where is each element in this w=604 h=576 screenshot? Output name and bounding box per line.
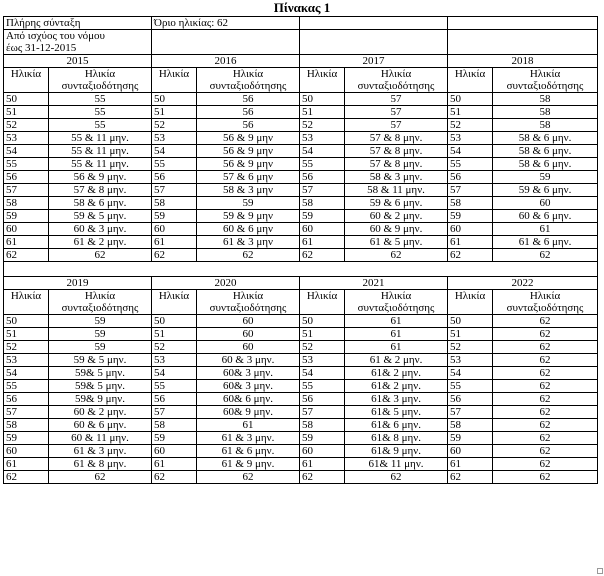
full-service-cell: Πλήρης σύνταξη — [4, 17, 152, 30]
age-cell: 51 — [152, 106, 197, 119]
pension-age-cell: 60 — [197, 341, 300, 354]
age-cell: 61 — [152, 458, 197, 471]
pension-age-cell: 57 & 8 μην. — [345, 158, 448, 171]
age-cell: 53 — [448, 354, 493, 367]
pension-age-cell: 57 — [345, 106, 448, 119]
header-row-1 — [4, 17, 598, 30]
pension-age-column-header — [345, 290, 448, 315]
age-column-header: Ηλικία — [4, 290, 49, 315]
age-cell: 54 — [152, 367, 197, 380]
age-column-header: Ηλικία — [152, 290, 197, 315]
age-cell: 53 — [4, 354, 49, 367]
table-row — [4, 197, 598, 210]
in-force-cell — [4, 30, 152, 55]
pension-age-cell: 60 & 3 μην. — [49, 223, 152, 236]
age-cell: 54 — [448, 145, 493, 158]
pension-age-cell: 62 — [493, 393, 598, 406]
age-cell: 52 — [448, 119, 493, 132]
age-cell: 62 — [300, 471, 345, 484]
table-row — [4, 132, 598, 145]
age-column-header: Ηλικία — [300, 290, 345, 315]
age-cell: 60 — [4, 223, 49, 236]
pension-age-cell: 61& 3 μην. — [345, 393, 448, 406]
resize-handle[interactable] — [597, 568, 603, 574]
pension-age-cell: 59 & 6 μην. — [345, 197, 448, 210]
age-cell: 58 — [448, 419, 493, 432]
pension-age-cell: 57 — [345, 93, 448, 106]
age-cell: 50 — [448, 93, 493, 106]
age-cell: 57 — [300, 406, 345, 419]
age-cell: 57 — [448, 184, 493, 197]
age-cell: 51 — [300, 328, 345, 341]
pension-age-column-header — [493, 290, 598, 315]
pension-age-cell: 60& 3 μην. — [197, 380, 300, 393]
pension-age-header-line-2: συνταξιοδότησης — [357, 302, 435, 314]
pension-age-cell: 62 — [493, 367, 598, 380]
pension-age-cell: 59 — [493, 171, 598, 184]
pension-age-cell: 56 — [197, 106, 300, 119]
pension-age-cell: 60 & 2 μην. — [49, 406, 152, 419]
pension-age-cell: 62 — [345, 249, 448, 262]
table-row — [4, 119, 598, 132]
pension-age-cell: 61& 5 μην. — [345, 406, 448, 419]
pension-age-cell: 59& 5 μην. — [49, 380, 152, 393]
pension-age-cell: 61 & 9 μην. — [197, 458, 300, 471]
age-cell: 60 — [4, 445, 49, 458]
age-cell: 62 — [4, 471, 49, 484]
table-row — [4, 171, 598, 184]
table-row — [4, 354, 598, 367]
pension-age-cell: 57 & 8 μην. — [345, 145, 448, 158]
pension-age-cell: 61 & 2 μην. — [345, 354, 448, 367]
age-cell: 50 — [300, 93, 345, 106]
age-cell: 59 — [448, 432, 493, 445]
pension-age-cell: 56 & 9 μην — [197, 145, 300, 158]
pension-age-cell: 59 & 6 μην. — [493, 184, 598, 197]
age-cell: 56 — [448, 171, 493, 184]
pension-age-cell: 58 — [493, 106, 598, 119]
pension-age-cell: 62 — [493, 419, 598, 432]
table-row — [4, 210, 598, 223]
pension-age-cell: 58 — [493, 119, 598, 132]
pension-age-cell: 58 & 6 μην. — [49, 197, 152, 210]
age-cell: 52 — [300, 119, 345, 132]
pension-age-cell: 61 & 2 μην. — [49, 236, 152, 249]
age-cell: 62 — [448, 249, 493, 262]
pension-age-cell: 62 — [197, 249, 300, 262]
pension-age-cell: 62 — [345, 471, 448, 484]
age-cell: 51 — [448, 328, 493, 341]
pension-age-header-line-1: Ηλικία — [232, 68, 264, 80]
pension-age-cell: 62 — [493, 406, 598, 419]
pension-age-header-line-2: συνταξιοδότησης — [61, 302, 139, 314]
year-header: 2022 — [448, 277, 598, 290]
age-cell: 50 — [152, 93, 197, 106]
age-cell: 58 — [300, 197, 345, 210]
pension-age-header-line-1: Ηλικία — [232, 290, 264, 302]
pension-age-cell: 55 & 11 μην. — [49, 158, 152, 171]
age-cell: 58 — [152, 197, 197, 210]
age-cell: 61 — [300, 236, 345, 249]
column-header-row — [4, 68, 598, 93]
age-cell: 59 — [448, 210, 493, 223]
age-cell: 52 — [4, 119, 49, 132]
pension-age-cell: 60 & 6 μην. — [49, 419, 152, 432]
age-cell: 55 — [152, 380, 197, 393]
age-cell: 62 — [448, 471, 493, 484]
pension-age-cell: 62 — [493, 354, 598, 367]
pension-age-header-line-1: Ηλικία — [84, 290, 116, 302]
pension-age-cell: 61 — [345, 328, 448, 341]
pension-age-cell: 59 — [49, 341, 152, 354]
pension-age-cell: 57 — [345, 119, 448, 132]
table-row — [4, 341, 598, 354]
pension-age-cell: 60& 9 μην. — [197, 406, 300, 419]
pension-age-header-line-2: συνταξιοδότησης — [61, 80, 139, 92]
age-column-header: Ηλικία — [448, 290, 493, 315]
pension-age-header-line-2: συνταξιοδότησης — [506, 80, 584, 92]
age-cell: 60 — [448, 445, 493, 458]
age-cell: 55 — [448, 158, 493, 171]
age-cell: 53 — [448, 132, 493, 145]
empty-cell — [300, 30, 448, 55]
age-cell: 57 — [152, 406, 197, 419]
table-row — [4, 393, 598, 406]
table-row — [4, 471, 598, 484]
age-cell: 55 — [4, 158, 49, 171]
pension-age-cell: 61 — [197, 419, 300, 432]
age-cell: 52 — [152, 119, 197, 132]
age-cell: 62 — [152, 471, 197, 484]
age-cell: 57 — [4, 184, 49, 197]
header-row-2 — [4, 30, 598, 55]
age-cell: 51 — [448, 106, 493, 119]
age-column-header: Ηλικία — [152, 68, 197, 93]
pension-age-cell: 55 — [49, 119, 152, 132]
age-cell: 62 — [300, 249, 345, 262]
pension-age-cell: 62 — [493, 328, 598, 341]
age-cell: 61 — [4, 458, 49, 471]
age-column-header: Ηλικία — [4, 68, 49, 93]
age-cell: 56 — [448, 393, 493, 406]
pension-age-cell: 60 & 6 μην. — [493, 210, 598, 223]
pension-age-header-line-1: Ηλικία — [84, 68, 116, 80]
age-cell: 59 — [152, 432, 197, 445]
pension-age-cell: 61& 6 μην. — [345, 419, 448, 432]
pension-age-cell: 56 — [197, 93, 300, 106]
pension-age-column-header — [197, 68, 300, 93]
pension-age-cell: 61 & 8 μην. — [49, 458, 152, 471]
table-row — [4, 458, 598, 471]
age-cell: 50 — [4, 315, 49, 328]
empty-cell — [448, 17, 598, 30]
pension-age-cell: 55 — [49, 106, 152, 119]
age-cell: 56 — [300, 171, 345, 184]
pension-age-cell: 62 — [493, 471, 598, 484]
pension-age-header-line-1: Ηλικία — [529, 68, 561, 80]
in-force-line-1: Από ισχύος του νόμου — [6, 30, 106, 42]
pension-age-cell: 56 — [197, 119, 300, 132]
table-row — [4, 158, 598, 171]
pension-age-header-line-2: συνταξιοδότησης — [209, 302, 287, 314]
age-cell: 51 — [152, 328, 197, 341]
age-cell: 56 — [152, 393, 197, 406]
pension-age-cell: 58 & 3 μην — [197, 184, 300, 197]
age-cell: 54 — [152, 145, 197, 158]
pension-age-cell: 61 & 3 μην — [197, 236, 300, 249]
block-separator-row — [4, 262, 598, 277]
pension-age-cell: 59 & 9 μην — [197, 210, 300, 223]
table-row — [4, 315, 598, 328]
pension-age-column-header — [197, 290, 300, 315]
pension-age-cell: 61& 9 μην. — [345, 445, 448, 458]
age-cell: 53 — [152, 354, 197, 367]
table-row — [4, 328, 598, 341]
table-row — [4, 184, 598, 197]
age-cell: 50 — [152, 315, 197, 328]
age-cell: 51 — [300, 106, 345, 119]
pension-age-cell: 62 — [493, 380, 598, 393]
year-header: 2016 — [152, 55, 300, 68]
pension-age-cell: 59& 9 μην. — [49, 393, 152, 406]
table-title: Πίνακας 1 — [273, 0, 331, 15]
age-cell: 50 — [300, 315, 345, 328]
age-cell: 59 — [300, 432, 345, 445]
age-cell: 61 — [4, 236, 49, 249]
table-row — [4, 106, 598, 119]
pension-age-cell: 62 — [49, 471, 152, 484]
pension-age-cell: 62 — [493, 432, 598, 445]
year-row — [4, 55, 598, 68]
pension-age-cell: 62 — [493, 445, 598, 458]
separator-cell — [4, 262, 598, 277]
age-cell: 60 — [300, 223, 345, 236]
age-cell: 60 — [300, 445, 345, 458]
pension-age-cell: 60 & 2 μην. — [345, 210, 448, 223]
table-row — [4, 432, 598, 445]
age-cell: 54 — [448, 367, 493, 380]
age-cell: 53 — [300, 132, 345, 145]
age-cell: 62 — [152, 249, 197, 262]
age-cell: 57 — [4, 406, 49, 419]
year-row — [4, 277, 598, 290]
age-cell: 59 — [4, 432, 49, 445]
pension-age-cell: 60 & 6 μην — [197, 223, 300, 236]
pension-age-cell: 60 — [493, 197, 598, 210]
age-limit-cell: Όριο ηλικίας: 62 — [152, 17, 300, 30]
age-cell: 59 — [300, 210, 345, 223]
age-cell: 61 — [300, 458, 345, 471]
pension-age-cell: 61 — [345, 341, 448, 354]
pension-age-cell: 60& 6 μην. — [197, 393, 300, 406]
pension-age-cell: 58 & 3 μην. — [345, 171, 448, 184]
age-cell: 55 — [300, 158, 345, 171]
age-cell: 56 — [4, 393, 49, 406]
pension-age-table — [3, 16, 598, 484]
table-row — [4, 445, 598, 458]
age-cell: 52 — [152, 341, 197, 354]
column-header-row — [4, 290, 598, 315]
age-cell: 60 — [152, 223, 197, 236]
year-header: 2021 — [300, 277, 448, 290]
pension-age-cell: 62 — [493, 458, 598, 471]
pension-age-cell: 56 & 9 μην — [197, 158, 300, 171]
pension-age-cell: 61& 8 μην. — [345, 432, 448, 445]
age-cell: 61 — [448, 458, 493, 471]
age-cell: 59 — [152, 210, 197, 223]
pension-age-cell: 61 & 5 μην. — [345, 236, 448, 249]
table-row — [4, 380, 598, 393]
pension-age-cell: 57 & 8 μην. — [49, 184, 152, 197]
empty-cell — [448, 30, 598, 55]
age-cell: 56 — [4, 171, 49, 184]
age-cell: 61 — [448, 236, 493, 249]
age-cell: 56 — [300, 393, 345, 406]
age-cell: 54 — [4, 145, 49, 158]
age-cell: 58 — [448, 197, 493, 210]
pension-age-column-header — [49, 68, 152, 93]
age-cell: 60 — [152, 445, 197, 458]
age-cell: 56 — [152, 171, 197, 184]
pension-age-cell: 57 & 6 μην — [197, 171, 300, 184]
empty-cell — [152, 30, 300, 55]
pension-age-cell: 59 & 5 μην. — [49, 354, 152, 367]
age-cell: 55 — [300, 380, 345, 393]
age-cell: 54 — [300, 367, 345, 380]
age-cell: 54 — [4, 367, 49, 380]
pension-age-column-header — [49, 290, 152, 315]
pension-age-header-line-1: Ηλικία — [529, 290, 561, 302]
age-cell: 53 — [4, 132, 49, 145]
pension-age-cell: 58 & 11 μην. — [345, 184, 448, 197]
pension-age-cell: 61 & 6 μην. — [493, 236, 598, 249]
pension-age-cell: 60 & 3 μην. — [197, 354, 300, 367]
empty-cell — [300, 17, 448, 30]
pension-age-cell: 60 — [197, 315, 300, 328]
age-cell: 55 — [4, 380, 49, 393]
year-header: 2020 — [152, 277, 300, 290]
pension-age-cell: 61 & 3 μην. — [49, 445, 152, 458]
pension-age-cell: 62 — [493, 315, 598, 328]
pension-age-cell: 55 & 11 μην. — [49, 145, 152, 158]
pension-age-column-header — [345, 68, 448, 93]
pension-age-cell: 58 & 6 μην. — [493, 158, 598, 171]
age-cell: 61 — [152, 236, 197, 249]
age-cell: 53 — [300, 354, 345, 367]
pension-age-cell: 62 — [493, 249, 598, 262]
pension-age-cell: 61& 11 μην. — [345, 458, 448, 471]
pension-age-cell: 55 & 11 μην. — [49, 132, 152, 145]
pension-age-cell: 56 & 9 μην — [197, 132, 300, 145]
pension-age-cell: 59 — [49, 315, 152, 328]
pension-age-header-line-2: συνταξιοδότησης — [209, 80, 287, 92]
pension-age-cell: 62 — [493, 341, 598, 354]
age-cell: 54 — [300, 145, 345, 158]
age-cell: 58 — [4, 419, 49, 432]
pension-age-cell: 58 & 6 μην. — [493, 145, 598, 158]
pension-age-cell: 61 & 6 μην. — [197, 445, 300, 458]
pension-age-cell: 60 & 11 μην. — [49, 432, 152, 445]
age-column-header: Ηλικία — [300, 68, 345, 93]
table-row — [4, 367, 598, 380]
pension-age-cell: 61 — [345, 315, 448, 328]
age-cell: 57 — [300, 184, 345, 197]
age-cell: 52 — [4, 341, 49, 354]
year-header: 2015 — [4, 55, 152, 68]
age-cell: 62 — [4, 249, 49, 262]
pension-age-header-line-1: Ηλικία — [380, 290, 412, 302]
pension-age-header-line-2: συνταξιοδότησης — [357, 80, 435, 92]
table-row — [4, 249, 598, 262]
pension-age-column-header — [493, 68, 598, 93]
table-row — [4, 419, 598, 432]
pension-age-cell: 62 — [49, 249, 152, 262]
pension-age-cell: 60 — [197, 328, 300, 341]
table-row — [4, 236, 598, 249]
age-cell: 51 — [4, 328, 49, 341]
year-header: 2018 — [448, 55, 598, 68]
pension-age-cell: 56 & 9 μην. — [49, 171, 152, 184]
pension-age-cell: 60& 3 μην. — [197, 367, 300, 380]
age-cell: 58 — [4, 197, 49, 210]
pension-age-cell: 55 — [49, 93, 152, 106]
age-cell: 59 — [4, 210, 49, 223]
pension-age-cell: 59 — [49, 328, 152, 341]
table-row — [4, 406, 598, 419]
age-cell: 52 — [300, 341, 345, 354]
pension-age-cell: 58 — [493, 93, 598, 106]
pension-age-cell: 62 — [197, 471, 300, 484]
pension-age-header-line-1: Ηλικία — [380, 68, 412, 80]
pension-age-cell: 59& 5 μην. — [49, 367, 152, 380]
age-cell: 58 — [300, 419, 345, 432]
age-cell: 53 — [152, 132, 197, 145]
age-cell: 60 — [448, 223, 493, 236]
age-cell: 52 — [448, 341, 493, 354]
table-row — [4, 93, 598, 106]
age-cell: 57 — [152, 184, 197, 197]
pension-age-cell: 59 — [197, 197, 300, 210]
pension-age-cell: 61& 2 μην. — [345, 367, 448, 380]
pension-age-header-line-2: συνταξιοδότησης — [506, 302, 584, 314]
table-row — [4, 223, 598, 236]
age-cell: 55 — [152, 158, 197, 171]
table-row — [4, 145, 598, 158]
age-cell: 50 — [4, 93, 49, 106]
pension-age-cell: 61 & 3 μην. — [197, 432, 300, 445]
pension-age-cell: 59 & 5 μην. — [49, 210, 152, 223]
pension-age-cell: 60 & 9 μην. — [345, 223, 448, 236]
age-cell: 58 — [152, 419, 197, 432]
in-force-line-2: έως 31-12-2015 — [6, 42, 77, 54]
pension-age-cell: 58 & 6 μην. — [493, 132, 598, 145]
pension-age-cell: 61 — [493, 223, 598, 236]
pension-age-cell: 57 & 8 μην. — [345, 132, 448, 145]
age-cell: 51 — [4, 106, 49, 119]
year-header: 2017 — [300, 55, 448, 68]
age-cell: 57 — [448, 406, 493, 419]
age-column-header: Ηλικία — [448, 68, 493, 93]
year-header: 2019 — [4, 277, 152, 290]
age-cell: 55 — [448, 380, 493, 393]
pension-age-cell: 61& 2 μην. — [345, 380, 448, 393]
age-cell: 50 — [448, 315, 493, 328]
